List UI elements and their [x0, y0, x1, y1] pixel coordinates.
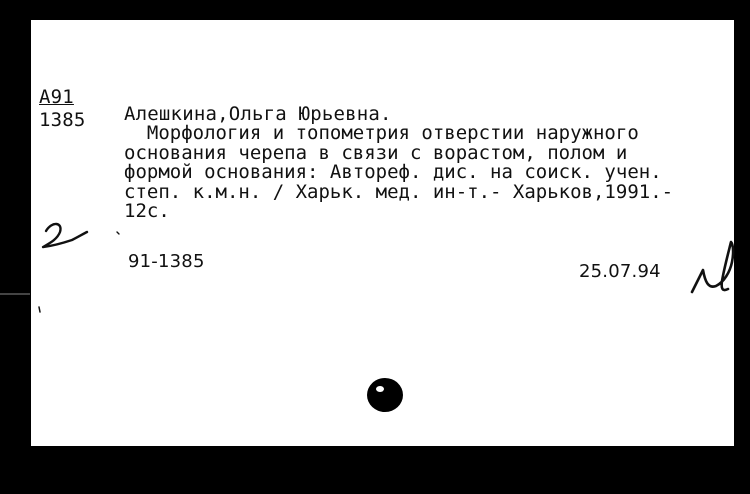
call-number: 1385 [39, 109, 86, 131]
description-line: Морфология и топометрия отверстии наружного [124, 122, 639, 144]
catalog-card [31, 20, 734, 446]
description-line: 12с. [124, 200, 170, 223]
shelf-mark: А91 [39, 86, 74, 108]
description-line: степ. к.м.н. / Харьк. мед. ин-т.- Харьков,1991.- [124, 180, 674, 203]
description-line: формой основания: Автореф. дис. на соиск. учен. [124, 161, 662, 184]
scan-edge-mark [0, 293, 30, 295]
stamp-date: 25.07.94 [579, 261, 661, 282]
description-line: основания черепа в связи с ворастом, полом и [124, 141, 628, 164]
bibliographic-description [124, 124, 673, 222]
inventory-number: 91-1385 [128, 251, 205, 272]
author-name: Алешкина,Ольга Юрьевна. [124, 103, 392, 125]
